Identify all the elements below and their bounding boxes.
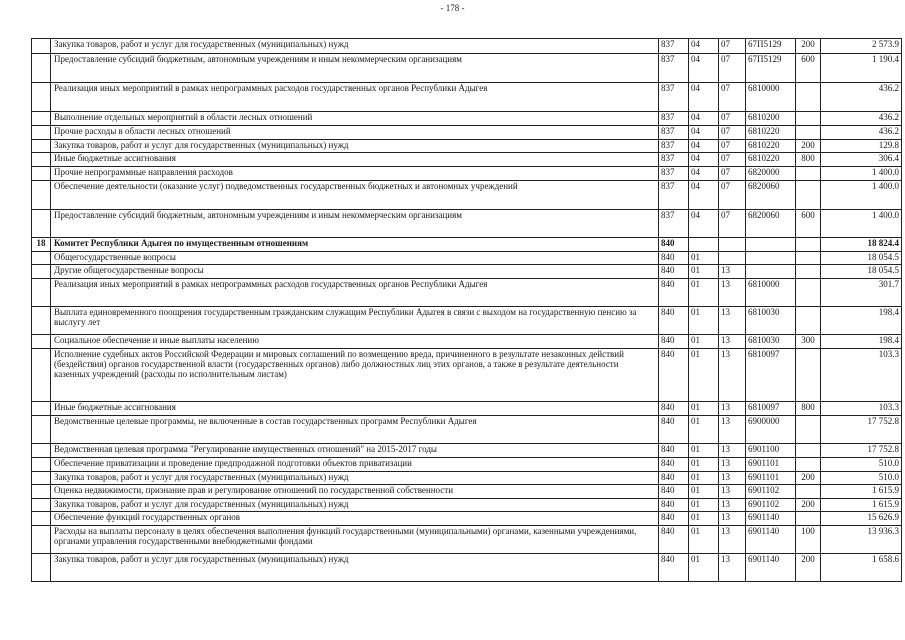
row-number bbox=[32, 279, 51, 307]
row-name: Обеспечение функций государственных органов bbox=[51, 512, 659, 526]
table-row bbox=[32, 512, 902, 526]
row-vr bbox=[796, 83, 821, 112]
row-sum: 18 824.4 bbox=[821, 238, 902, 252]
row-ved: 837 bbox=[659, 54, 689, 83]
row-rz: 04 bbox=[689, 126, 719, 140]
row-pr: 13 bbox=[719, 512, 746, 526]
row-ved: 837 bbox=[659, 126, 689, 140]
row-name: Иные бюджетные ассигнования bbox=[51, 153, 659, 167]
row-csr: 6901101 bbox=[746, 472, 796, 485]
row-number: 18 bbox=[32, 238, 51, 252]
row-csr: 6810030 bbox=[746, 307, 796, 335]
row-sum: 1 400.0 bbox=[821, 181, 902, 210]
table-row bbox=[32, 265, 902, 279]
row-pr: 13 bbox=[719, 458, 746, 472]
row-rz: 01 bbox=[689, 265, 719, 279]
row-sum: 1 615.9 bbox=[821, 499, 902, 512]
row-csr: 6820000 bbox=[746, 167, 796, 181]
table-body bbox=[32, 39, 902, 582]
row-csr: 6820060 bbox=[746, 181, 796, 210]
row-sum: 510.0 bbox=[821, 458, 902, 472]
row-number bbox=[32, 126, 51, 140]
row-name: Ведомственная целевая программа "Регулирование имущественных отношений" на 2015-2017 годы bbox=[51, 444, 659, 458]
row-ved: 840 bbox=[659, 252, 689, 265]
row-name: Закупка товаров, работ и услуг для государственных (муниципальных) нужд bbox=[51, 140, 659, 153]
row-pr bbox=[719, 238, 746, 252]
row-vr bbox=[796, 307, 821, 335]
row-number bbox=[32, 265, 51, 279]
table-row bbox=[32, 39, 902, 54]
row-name: Закупка товаров, работ и услуг для государственных (муниципальных) нужд bbox=[51, 499, 659, 512]
table-row bbox=[32, 335, 902, 349]
row-rz: 01 bbox=[689, 335, 719, 349]
row-name: Другие общегосударственные вопросы bbox=[51, 265, 659, 279]
row-ved: 840 bbox=[659, 416, 689, 444]
row-number bbox=[32, 499, 51, 512]
row-ved: 840 bbox=[659, 444, 689, 458]
row-number bbox=[32, 402, 51, 416]
row-number bbox=[32, 526, 51, 554]
row-number bbox=[32, 416, 51, 444]
row-name: Ведомственные целевые программы, не включенные в состав государственных программ Республики Адыгея bbox=[51, 416, 659, 444]
row-rz: 01 bbox=[689, 416, 719, 444]
row-vr bbox=[796, 238, 821, 252]
row-vr: 200 bbox=[796, 39, 821, 54]
row-csr bbox=[746, 265, 796, 279]
row-pr: 07 bbox=[719, 126, 746, 140]
row-csr: 67П5129 bbox=[746, 54, 796, 83]
row-name: Комитет Республики Адыгея по имущественным отношениям bbox=[51, 238, 659, 252]
table-row bbox=[32, 83, 902, 112]
row-pr bbox=[719, 252, 746, 265]
row-csr: 6901101 bbox=[746, 458, 796, 472]
row-sum: 1 400.0 bbox=[821, 167, 902, 181]
row-vr bbox=[796, 167, 821, 181]
row-rz: 04 bbox=[689, 210, 719, 238]
row-rz: 01 bbox=[689, 554, 719, 582]
row-vr: 600 bbox=[796, 210, 821, 238]
table-row bbox=[32, 238, 902, 252]
row-vr: 200 bbox=[796, 499, 821, 512]
row-pr: 13 bbox=[719, 265, 746, 279]
row-sum: 18 054.5 bbox=[821, 265, 902, 279]
row-vr bbox=[796, 252, 821, 265]
row-vr bbox=[796, 112, 821, 126]
table-row bbox=[32, 485, 902, 499]
table-row bbox=[32, 153, 902, 167]
row-sum: 436.2 bbox=[821, 83, 902, 112]
row-number bbox=[32, 167, 51, 181]
row-ved: 837 bbox=[659, 112, 689, 126]
row-rz bbox=[689, 238, 719, 252]
row-sum: 18 054.5 bbox=[821, 252, 902, 265]
row-ved: 840 bbox=[659, 526, 689, 554]
row-name: Закупка товаров, работ и услуг для государственных (муниципальных) нужд bbox=[51, 472, 659, 485]
row-ved: 840 bbox=[659, 238, 689, 252]
row-name: Общегосударственные вопросы bbox=[51, 252, 659, 265]
row-sum: 436.2 bbox=[821, 126, 902, 140]
row-pr: 13 bbox=[719, 554, 746, 582]
page-number: - 178 - bbox=[440, 3, 465, 13]
row-name: Прочие непрограммные направления расходов bbox=[51, 167, 659, 181]
row-ved: 837 bbox=[659, 39, 689, 54]
row-ved: 840 bbox=[659, 499, 689, 512]
row-pr: 13 bbox=[719, 335, 746, 349]
table-row bbox=[32, 252, 902, 265]
row-sum: 129.8 bbox=[821, 140, 902, 153]
row-pr: 13 bbox=[719, 444, 746, 458]
row-vr bbox=[796, 416, 821, 444]
row-ved: 840 bbox=[659, 485, 689, 499]
row-rz: 01 bbox=[689, 526, 719, 554]
row-rz: 04 bbox=[689, 181, 719, 210]
row-csr: 6900000 bbox=[746, 416, 796, 444]
row-rz: 01 bbox=[689, 402, 719, 416]
row-number bbox=[32, 140, 51, 153]
row-ved: 837 bbox=[659, 181, 689, 210]
row-sum: 103.3 bbox=[821, 349, 902, 402]
table-row bbox=[32, 307, 902, 335]
row-csr: 6810220 bbox=[746, 153, 796, 167]
row-csr: 6810200 bbox=[746, 112, 796, 126]
row-number bbox=[32, 485, 51, 499]
row-ved: 840 bbox=[659, 458, 689, 472]
row-csr: 6901102 bbox=[746, 485, 796, 499]
row-ved: 840 bbox=[659, 554, 689, 582]
table-row bbox=[32, 167, 902, 181]
row-rz: 04 bbox=[689, 140, 719, 153]
row-number bbox=[32, 54, 51, 83]
row-csr: 6810030 bbox=[746, 335, 796, 349]
row-csr bbox=[746, 252, 796, 265]
row-ved: 837 bbox=[659, 153, 689, 167]
row-number bbox=[32, 444, 51, 458]
row-csr: 6820060 bbox=[746, 210, 796, 238]
row-vr bbox=[796, 126, 821, 140]
table-row bbox=[32, 181, 902, 210]
table-row bbox=[32, 402, 902, 416]
row-sum: 13 936.3 bbox=[821, 526, 902, 554]
row-number bbox=[32, 39, 51, 54]
row-rz: 01 bbox=[689, 279, 719, 307]
row-sum: 198.4 bbox=[821, 335, 902, 349]
row-number bbox=[32, 181, 51, 210]
row-csr: 67П5129 bbox=[746, 39, 796, 54]
table-row bbox=[32, 279, 902, 307]
row-name: Социальное обеспечение и иные выплаты населению bbox=[51, 335, 659, 349]
table-row bbox=[32, 472, 902, 485]
row-sum: 1 190.4 bbox=[821, 54, 902, 83]
row-rz: 04 bbox=[689, 167, 719, 181]
row-vr: 800 bbox=[796, 402, 821, 416]
row-csr: 6901140 bbox=[746, 526, 796, 554]
row-rz: 04 bbox=[689, 83, 719, 112]
row-sum: 17 752.8 bbox=[821, 416, 902, 444]
row-name: Предоставление субсидий бюджетным, автономным учреждениям и иным некоммерческим организациям bbox=[51, 54, 659, 83]
row-number bbox=[32, 252, 51, 265]
row-name: Выполнение отдельных мероприятий в области лесных отношений bbox=[51, 112, 659, 126]
row-sum: 510.0 bbox=[821, 472, 902, 485]
row-sum: 436.2 bbox=[821, 112, 902, 126]
row-number bbox=[32, 335, 51, 349]
table-row bbox=[32, 554, 902, 582]
row-name: Прочие расходы в области лесных отношений bbox=[51, 126, 659, 140]
row-csr: 6901102 bbox=[746, 499, 796, 512]
row-vr bbox=[796, 444, 821, 458]
row-rz: 04 bbox=[689, 54, 719, 83]
row-pr: 13 bbox=[719, 402, 746, 416]
row-sum: 103.3 bbox=[821, 402, 902, 416]
row-name: Выплата единовременного поощрения государственным гражданским служащим Республики Адыгея в связи с выходом на государственную пенсию за выслугу лет bbox=[51, 307, 659, 335]
row-ved: 840 bbox=[659, 279, 689, 307]
row-rz: 01 bbox=[689, 458, 719, 472]
row-pr: 13 bbox=[719, 279, 746, 307]
row-name: Обеспечение приватизации и проведение предпродажной подготовки объектов приватизации bbox=[51, 458, 659, 472]
row-name: Закупка товаров, работ и услуг для государственных (муниципальных) нужд bbox=[51, 554, 659, 582]
table-row bbox=[32, 416, 902, 444]
row-csr bbox=[746, 238, 796, 252]
row-name: Иные бюджетные ассигнования bbox=[51, 402, 659, 416]
row-pr: 07 bbox=[719, 54, 746, 83]
row-ved: 837 bbox=[659, 210, 689, 238]
table-row bbox=[32, 526, 902, 554]
row-csr: 6901140 bbox=[746, 554, 796, 582]
table-row bbox=[32, 126, 902, 140]
row-name: Реализация иных мероприятий в рамках непрограммных расходов государственных органов Республики Адыгея bbox=[51, 279, 659, 307]
row-sum: 198.4 bbox=[821, 307, 902, 335]
row-vr bbox=[796, 485, 821, 499]
row-number bbox=[32, 112, 51, 126]
row-sum: 306.4 bbox=[821, 153, 902, 167]
row-number bbox=[32, 307, 51, 335]
row-ved: 840 bbox=[659, 265, 689, 279]
row-sum: 17 752.8 bbox=[821, 444, 902, 458]
row-ved: 837 bbox=[659, 140, 689, 153]
row-ved: 837 bbox=[659, 167, 689, 181]
row-name: Предоставление субсидий бюджетным, автономным учреждениям и иным некоммерческим организациям bbox=[51, 210, 659, 238]
row-sum: 1 658.6 bbox=[821, 554, 902, 582]
row-number bbox=[32, 472, 51, 485]
row-pr: 13 bbox=[719, 485, 746, 499]
row-number bbox=[32, 210, 51, 238]
row-ved: 840 bbox=[659, 512, 689, 526]
row-vr: 600 bbox=[796, 54, 821, 83]
row-name: Оценка недвижимости, признание прав и регулирование отношений по государственной собственности bbox=[51, 485, 659, 499]
row-ved: 840 bbox=[659, 402, 689, 416]
table-row bbox=[32, 458, 902, 472]
row-number bbox=[32, 554, 51, 582]
row-csr: 6810097 bbox=[746, 349, 796, 402]
row-rz: 01 bbox=[689, 485, 719, 499]
row-vr bbox=[796, 458, 821, 472]
table-row bbox=[32, 349, 902, 402]
row-rz: 04 bbox=[689, 153, 719, 167]
row-name: Исполнение судебных актов Российской Федерации и мировых соглашений по возмещению вреда, причиненного в результате незаконных действий (бездействия) органов государственной власти (государственных органов) либо должностных лиц этих органов, а также в результате деятельности казенных учреждений (расходы по исполнительным листам) bbox=[51, 349, 659, 402]
row-csr: 6901140 bbox=[746, 512, 796, 526]
table-row bbox=[32, 112, 902, 126]
row-pr: 13 bbox=[719, 416, 746, 444]
row-pr: 07 bbox=[719, 181, 746, 210]
row-csr: 6810097 bbox=[746, 402, 796, 416]
row-sum: 1 400.0 bbox=[821, 210, 902, 238]
row-pr: 07 bbox=[719, 83, 746, 112]
row-csr: 6810220 bbox=[746, 126, 796, 140]
row-vr bbox=[796, 181, 821, 210]
row-number bbox=[32, 458, 51, 472]
row-rz: 01 bbox=[689, 444, 719, 458]
row-vr bbox=[796, 512, 821, 526]
row-sum: 1 615.9 bbox=[821, 485, 902, 499]
row-ved: 840 bbox=[659, 307, 689, 335]
row-rz: 01 bbox=[689, 512, 719, 526]
row-pr: 13 bbox=[719, 349, 746, 402]
row-vr bbox=[796, 349, 821, 402]
row-csr: 6810000 bbox=[746, 279, 796, 307]
row-number bbox=[32, 512, 51, 526]
row-number bbox=[32, 349, 51, 402]
table-row bbox=[32, 210, 902, 238]
row-rz: 01 bbox=[689, 252, 719, 265]
row-number bbox=[32, 83, 51, 112]
row-rz: 01 bbox=[689, 307, 719, 335]
row-vr bbox=[796, 279, 821, 307]
row-vr: 800 bbox=[796, 153, 821, 167]
row-vr: 200 bbox=[796, 472, 821, 485]
row-vr bbox=[796, 265, 821, 279]
table-row bbox=[32, 54, 902, 83]
row-pr: 07 bbox=[719, 153, 746, 167]
row-pr: 13 bbox=[719, 526, 746, 554]
row-pr: 13 bbox=[719, 307, 746, 335]
row-csr: 6810000 bbox=[746, 83, 796, 112]
row-rz: 04 bbox=[689, 112, 719, 126]
row-pr: 13 bbox=[719, 472, 746, 485]
table-row bbox=[32, 444, 902, 458]
row-sum: 301.7 bbox=[821, 279, 902, 307]
row-pr: 07 bbox=[719, 140, 746, 153]
table-row bbox=[32, 499, 902, 512]
row-pr: 07 bbox=[719, 112, 746, 126]
row-sum: 2 573.9 bbox=[821, 39, 902, 54]
row-ved: 840 bbox=[659, 349, 689, 402]
row-number bbox=[32, 153, 51, 167]
row-rz: 01 bbox=[689, 349, 719, 402]
row-ved: 840 bbox=[659, 335, 689, 349]
row-name: Расходы на выплаты персоналу в целях обеспечения выполнения функций государственными (муниципальными) органами, казенными учреждениями, органами управления государственными внебюджетными фондами bbox=[51, 526, 659, 554]
row-ved: 840 bbox=[659, 472, 689, 485]
row-vr: 200 bbox=[796, 140, 821, 153]
row-vr: 200 bbox=[796, 554, 821, 582]
row-rz: 01 bbox=[689, 499, 719, 512]
row-name: Обеспечение деятельности (оказание услуг) подведомственных государственных бюджетных и автономных учреждений bbox=[51, 181, 659, 210]
row-csr: 6901100 bbox=[746, 444, 796, 458]
row-sum: 15 626.9 bbox=[821, 512, 902, 526]
row-csr: 6810220 bbox=[746, 140, 796, 153]
row-vr: 300 bbox=[796, 335, 821, 349]
budget-table bbox=[31, 38, 902, 582]
row-pr: 07 bbox=[719, 167, 746, 181]
table-row bbox=[32, 140, 902, 153]
row-pr: 13 bbox=[719, 499, 746, 512]
row-name: Реализация иных мероприятий в рамках непрограммных расходов государственных органов Республики Адыгея bbox=[51, 83, 659, 112]
row-name: Закупка товаров, работ и услуг для государственных (муниципальных) нужд bbox=[51, 39, 659, 54]
row-pr: 07 bbox=[719, 210, 746, 238]
row-vr: 100 bbox=[796, 526, 821, 554]
row-pr: 07 bbox=[719, 39, 746, 54]
row-rz: 01 bbox=[689, 472, 719, 485]
row-rz: 04 bbox=[689, 39, 719, 54]
row-ved: 837 bbox=[659, 83, 689, 112]
